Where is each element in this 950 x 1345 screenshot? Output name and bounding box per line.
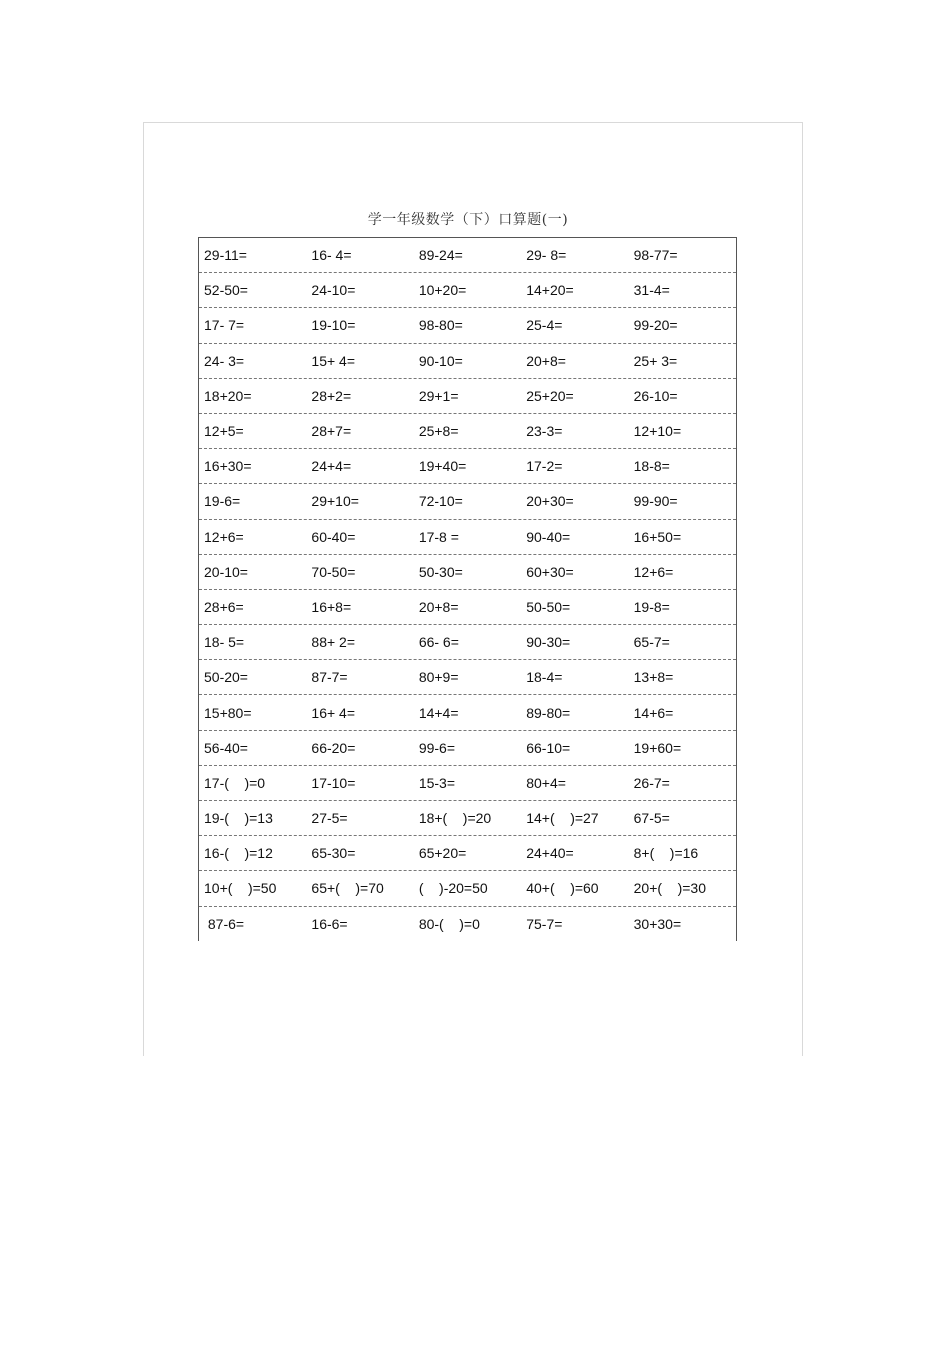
problem-cell: 12+6= (633, 563, 674, 580)
problem-cell: 15+80= (204, 704, 252, 721)
problem-row (199, 344, 736, 379)
problem-cell: 16+50= (633, 528, 682, 545)
problem-cell: 14+( )=27 (526, 810, 599, 827)
problem-cell: 28+7= (311, 423, 352, 440)
problem-cell: 17-10= (311, 774, 356, 791)
problem-cell: 80-( )=0 (418, 916, 480, 933)
problem-cell: 60-40= (311, 528, 356, 545)
problem-cell: 16+30= (204, 458, 252, 475)
problem-cell: 12+5= (204, 423, 244, 440)
problem-cell: 25+ 3= (633, 352, 678, 369)
problem-cell: 70-50= (311, 563, 356, 580)
problem-cell: 30+30= (633, 916, 682, 933)
problem-cell: 75-7= (526, 916, 563, 933)
problem-cell: 29+1= (418, 387, 459, 404)
problem-cell: 99-20= (633, 317, 678, 334)
problem-row (199, 484, 736, 519)
problem-cell: 20+( )=30 (633, 880, 707, 897)
problem-table (198, 237, 737, 941)
problem-row (199, 766, 736, 801)
problem-row (199, 660, 736, 695)
problem-cell: 17- 7= (204, 317, 245, 334)
problem-cell: 23-3= (526, 423, 563, 440)
problem-cell: 65-30= (311, 845, 356, 862)
problem-cell: 80+4= (526, 774, 566, 791)
problem-cell: 20+8= (526, 352, 566, 369)
problem-cell: 66-20= (311, 739, 356, 756)
problem-cell: 67-5= (633, 810, 670, 827)
problem-cell: 20+30= (526, 493, 574, 510)
problem-cell: 19+40= (418, 458, 467, 475)
problem-row (199, 555, 736, 590)
problem-cell: 99-6= (418, 739, 456, 756)
problem-cell: ( )-20=50 (418, 880, 488, 897)
problem-cell: 16-6= (311, 916, 348, 933)
problem-cell: 89-80= (526, 704, 571, 721)
problem-cell: 18+( )=20 (418, 810, 492, 827)
problem-cell: 88+ 2= (311, 634, 356, 651)
problem-cell: 25+8= (418, 423, 459, 440)
problem-cell: 17-8 = (418, 528, 459, 545)
problem-cell: 50-30= (418, 563, 463, 580)
problem-cell: 87-7= (311, 669, 348, 686)
problem-cell: 15-3= (418, 774, 456, 791)
problem-cell: 18-8= (633, 458, 670, 475)
problem-cell: 24- 3= (204, 352, 245, 369)
problem-cell: 90-10= (418, 352, 463, 369)
worksheet-title: 学一年级数学（下）口算题(一) (367, 212, 569, 228)
problem-cell: 87-6= (204, 916, 245, 933)
problem-cell: 90-30= (526, 634, 571, 651)
problem-cell: 24+4= (311, 458, 352, 475)
problem-row (199, 836, 736, 871)
problem-cell: 65-7= (633, 634, 670, 651)
problem-row (199, 238, 736, 273)
problem-cell: 89-24= (418, 247, 463, 264)
problem-cell: 19+60= (633, 739, 682, 756)
problem-row (199, 379, 736, 414)
problem-row (199, 449, 736, 484)
problem-row (199, 907, 736, 942)
problem-cell: 18-4= (526, 669, 563, 686)
problem-cell: 10+20= (418, 282, 467, 299)
problem-cell: 16-( )=12 (204, 845, 273, 862)
problem-cell: 29-11= (204, 247, 247, 264)
problem-cell: 12+6= (204, 528, 244, 545)
problem-cell: 98-77= (633, 247, 678, 264)
problem-cell: 8+( )=16 (633, 845, 699, 862)
problem-cell: 19-10= (311, 317, 356, 334)
problem-cell: 40+( )=60 (526, 880, 599, 897)
problem-row (199, 590, 736, 625)
problem-row (199, 695, 736, 730)
problem-cell: 28+6= (204, 598, 244, 615)
problem-cell: 12+10= (633, 423, 682, 440)
problem-row (199, 273, 736, 308)
problem-row (199, 871, 736, 906)
problem-cell: 16- 4= (311, 247, 352, 264)
problem-cell: 20-10= (204, 563, 248, 580)
problem-cell: 65+20= (418, 845, 467, 862)
problem-cell: 14+20= (526, 282, 574, 299)
problem-cell: 66- 6= (418, 634, 459, 651)
problem-cell: 17-2= (526, 458, 563, 475)
problem-cell: 18+20= (204, 387, 252, 404)
problem-cell: 19-( )=13 (204, 810, 273, 827)
problem-cell: 80+9= (418, 669, 459, 686)
problem-cell: 50-20= (204, 669, 248, 686)
problem-cell: 14+6= (633, 704, 674, 721)
problem-cell: 20+8= (418, 598, 459, 615)
problem-cell: 16+8= (311, 598, 352, 615)
problem-row (199, 625, 736, 660)
problem-cell: 18- 5= (204, 634, 245, 651)
problem-cell: 26-10= (633, 387, 678, 404)
problem-cell: 66-10= (526, 739, 571, 756)
problem-cell: 98-80= (418, 317, 463, 334)
problem-cell: 29+10= (311, 493, 359, 510)
problem-cell: 19-6= (204, 493, 241, 510)
problem-cell: 25+20= (526, 387, 574, 404)
problem-cell: 99-90= (633, 493, 678, 510)
problem-cell: 27-5= (311, 810, 348, 827)
problem-row (199, 414, 736, 449)
problem-cell: 60+30= (526, 563, 574, 580)
problem-cell: 16+ 4= (311, 704, 356, 721)
problem-cell: 10+( )=50 (204, 880, 277, 897)
problem-cell: 72-10= (418, 493, 463, 510)
problem-cell: 25-4= (526, 317, 563, 334)
problem-cell: 31-4= (633, 282, 670, 299)
problem-cell: 28+2= (311, 387, 352, 404)
problem-cell: 90-40= (526, 528, 571, 545)
problem-cell: 19-8= (633, 598, 670, 615)
problem-cell: 24+40= (526, 845, 574, 862)
problem-cell: 13+8= (633, 669, 674, 686)
problem-cell: 52-50= (204, 282, 248, 299)
problem-row (199, 520, 736, 555)
problem-cell: 14+4= (418, 704, 459, 721)
problem-cell: 24-10= (311, 282, 356, 299)
problem-cell: 17-( )=0 (204, 774, 266, 791)
problem-row (199, 731, 736, 766)
problem-row (199, 801, 736, 836)
problem-cell: 15+ 4= (311, 352, 356, 369)
problem-cell: 29- 8= (526, 247, 567, 264)
problem-cell: 50-50= (526, 598, 571, 615)
problem-cell: 56-40= (204, 739, 248, 756)
problem-row (199, 308, 736, 343)
problem-cell: 65+( )=70 (311, 880, 384, 897)
problem-cell: 26-7= (633, 774, 670, 791)
